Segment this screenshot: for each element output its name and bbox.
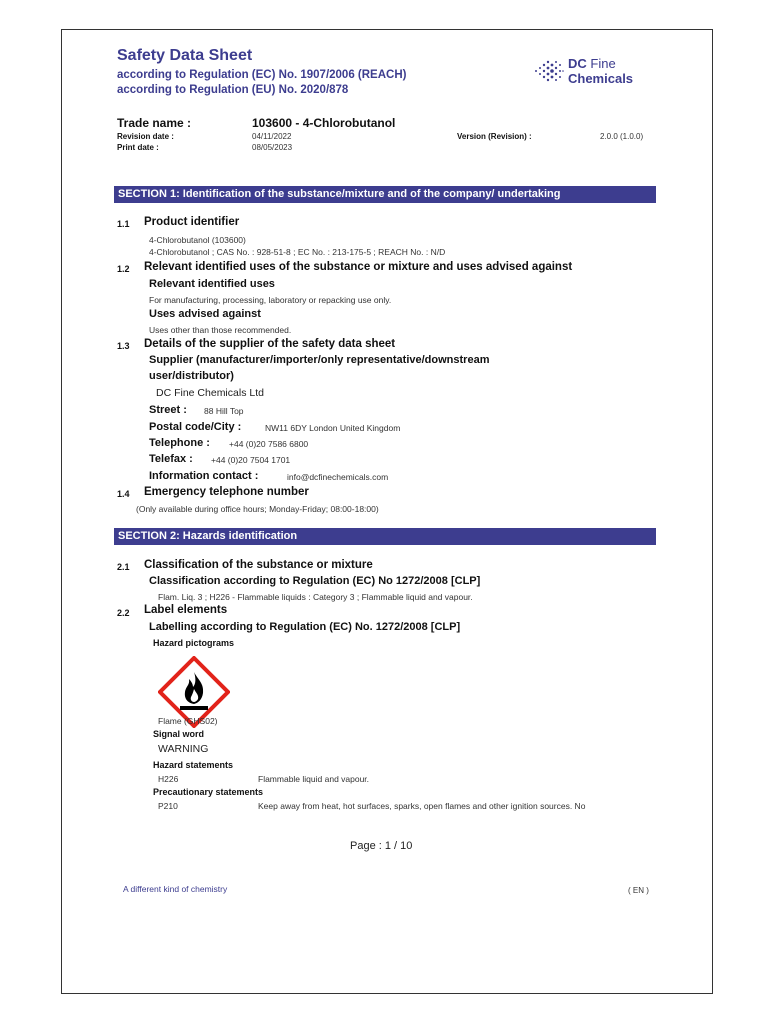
print-date-value: 08/05/2023 bbox=[252, 143, 293, 152]
revision-date-label: Revision date : bbox=[117, 132, 174, 141]
section-1-header: SECTION 1: Identification of the substance/mixture and of the company/ undertaking bbox=[114, 186, 656, 203]
hazard-pictograms-label: Hazard pictograms bbox=[153, 638, 235, 648]
item-number-2-1: 2.1 bbox=[117, 562, 130, 572]
document-title: Safety Data Sheet bbox=[117, 47, 253, 64]
supplier-subheading-line1: Supplier (manufacturer/importer/only representative/downstream bbox=[149, 354, 490, 366]
telefax-label: Telefax : bbox=[149, 453, 193, 465]
product-identifiers: 4-Chlorobutanol ; CAS No. : 928-51-8 ; EC No. : 213-175-5 ; REACH No. : N/D bbox=[149, 247, 446, 257]
signal-word-value: WARNING bbox=[158, 743, 209, 755]
product-identifier-heading: Product identifier bbox=[144, 216, 240, 228]
identified-uses-heading: Relevant identified uses of the substance or mixture and uses advised against bbox=[144, 261, 573, 273]
emergency-hours-text: (Only available during office hours; Monday-Friday; 08:00-18:00) bbox=[136, 504, 379, 514]
relevant-uses-text: For manufacturing, processing, laboratory or repacking use only. bbox=[149, 295, 392, 305]
supplier-details-heading: Details of the supplier of the safety data sheet bbox=[144, 338, 396, 350]
regulation-reach: according to Regulation (EC) No. 1907/2006 (REACH) bbox=[117, 69, 407, 81]
label-elements-heading: Label elements bbox=[144, 604, 228, 616]
clp-labelling-subheading: Labelling according to Regulation (EC) No. 1272/2008 [CLP] bbox=[149, 621, 461, 633]
street-value: 88 Hill Top bbox=[204, 406, 244, 416]
signal-word-label: Signal word bbox=[153, 729, 205, 739]
telephone-label: Telephone : bbox=[149, 437, 210, 449]
version-value: 2.0.0 (1.0.0) bbox=[600, 132, 644, 141]
street-label: Street : bbox=[149, 404, 187, 416]
uses-against-subheading: Uses advised against bbox=[149, 308, 261, 320]
postal-city-value: NW11 6DY London United Kingdom bbox=[265, 423, 401, 433]
uses-against-text: Uses other than those recommended. bbox=[149, 325, 292, 335]
postal-city-label: Postal code/City : bbox=[149, 421, 242, 433]
clp-classification-subheading: Classification according to Regulation (EC) No 1272/2008 [CLP] bbox=[149, 575, 481, 587]
footer-tagline: A different kind of chemistry bbox=[123, 884, 228, 894]
logo-text-dc: DC Fine bbox=[568, 56, 616, 71]
hazard-statements-label: Hazard statements bbox=[153, 760, 234, 770]
precautionary-statement-text: Keep away from heat, hot surfaces, sparks, open flames and other ignition sources. No bbox=[258, 801, 586, 811]
pictogram-caption: Flame (GHS02) bbox=[158, 716, 218, 726]
page-number: Page : 1 / 10 bbox=[350, 840, 413, 852]
version-label: Version (Revision) : bbox=[457, 132, 532, 141]
information-contact-value: info@dcfinechemicals.com bbox=[287, 472, 389, 482]
hazard-statement-code: H226 bbox=[158, 774, 179, 784]
precautionary-statements-label: Precautionary statements bbox=[153, 787, 264, 797]
classification-text: Flam. Liq. 3 ; H226 - Flammable liquids : Category 3 ; Flammable liquid and vapour. bbox=[158, 592, 473, 602]
item-number-1-2: 1.2 bbox=[117, 264, 130, 274]
dc-dot-logo-icon bbox=[532, 56, 566, 86]
item-number-1-3: 1.3 bbox=[117, 341, 130, 351]
product-name: 4-Chlorobutanol (103600) bbox=[149, 235, 246, 245]
classification-heading: Classification of the substance or mixture bbox=[144, 559, 373, 571]
company-logo bbox=[532, 54, 652, 90]
hazard-statement-text: Flammable liquid and vapour. bbox=[258, 774, 370, 784]
relevant-uses-subheading: Relevant identified uses bbox=[149, 278, 275, 290]
trade-name-value: 103600 - 4-Chlorobutanol bbox=[252, 116, 396, 130]
print-date-label: Print date : bbox=[117, 143, 159, 152]
footer-language: ( EN ) bbox=[628, 886, 649, 895]
telephone-value: +44 (0)20 7586 6800 bbox=[229, 439, 309, 449]
sds-page bbox=[61, 29, 713, 994]
precautionary-statement-code: P210 bbox=[158, 801, 178, 811]
logo-text-chemicals: Chemicals bbox=[568, 71, 634, 86]
emergency-phone-heading: Emergency telephone number bbox=[144, 486, 309, 498]
item-number-1-1: 1.1 bbox=[117, 219, 130, 229]
supplier-subheading-line2: user/distributor) bbox=[149, 370, 234, 382]
company-name: DC Fine Chemicals Ltd bbox=[156, 387, 264, 399]
information-contact-label: Information contact : bbox=[149, 470, 259, 482]
revision-date-value: 04/11/2022 bbox=[252, 132, 292, 141]
item-number-2-2: 2.2 bbox=[117, 608, 130, 618]
trade-name-label: Trade name : bbox=[117, 116, 192, 130]
section-2-header: SECTION 2: Hazards identification bbox=[114, 528, 656, 545]
item-number-1-4: 1.4 bbox=[117, 489, 130, 499]
regulation-eu: according to Regulation (EU) No. 2020/878 bbox=[117, 84, 349, 96]
telefax-value: +44 (0)20 7504 1701 bbox=[211, 455, 291, 465]
